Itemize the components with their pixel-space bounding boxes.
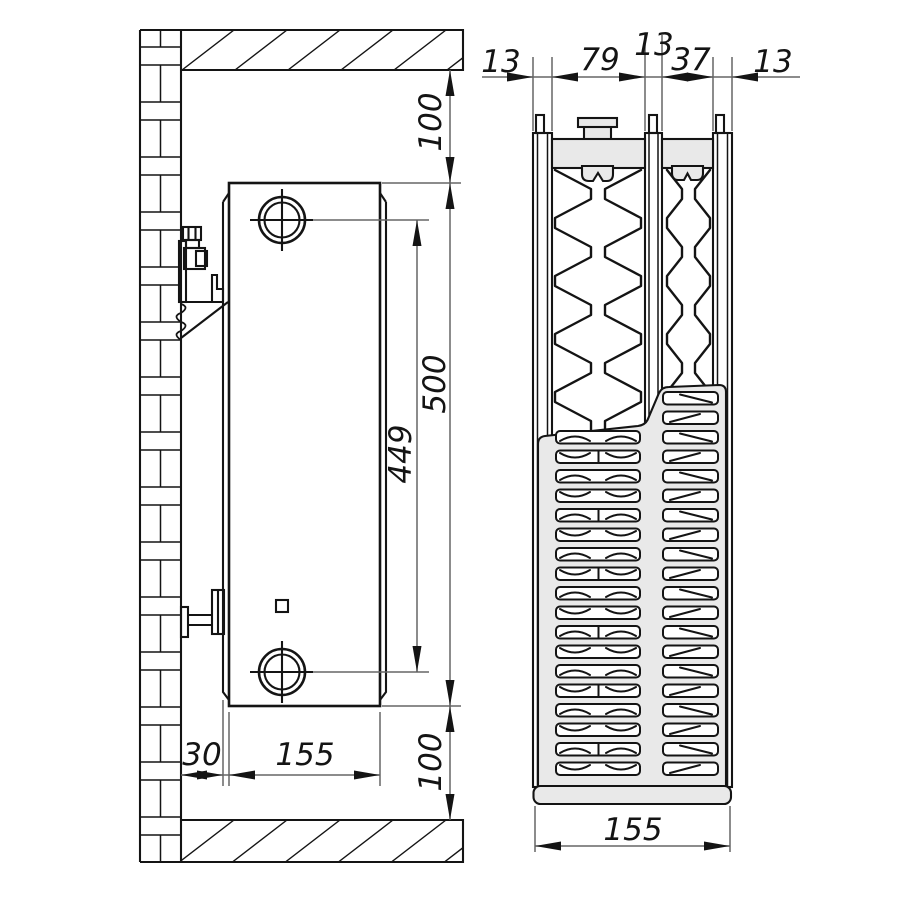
ceiling-hatch (129, 30, 499, 70)
dim-fin-channel-1: 79 (580, 42, 620, 78)
radiator-rear-front-caps (223, 193, 386, 700)
dim-fin-channel-2: 37 (671, 42, 711, 78)
dim-height: 500 (417, 354, 453, 414)
dim-panel-1: 13 (481, 44, 521, 80)
radiator-cross-section (533, 115, 732, 804)
radiator-body-outline (229, 183, 380, 706)
header-tongue-2 (672, 166, 703, 180)
dim-panel-2: 13 (634, 27, 674, 63)
drain-plug-square (276, 600, 288, 612)
upper-wall-bracket (177, 227, 229, 340)
dim-ceiling-clearance: 100 (413, 92, 449, 152)
dim-panel-3: 13 (753, 44, 793, 80)
top-port (250, 189, 313, 251)
dim-floor-clearance: 100 (413, 732, 449, 792)
dim-wall-gap: 30 (182, 737, 222, 773)
dim-depth: 155 (275, 737, 335, 773)
bottom-port (250, 641, 313, 703)
dim-port-spacing: 449 (383, 424, 419, 484)
dim-total-depth: 155 (603, 812, 663, 848)
brick-wall-hatch (140, 30, 181, 862)
header-tongue-1 (582, 166, 613, 181)
floor-hatch (126, 820, 499, 862)
header-channel-1 (552, 139, 645, 168)
lower-wall-bracket (181, 590, 224, 637)
filler-plug (578, 118, 617, 140)
radiator-side-view (177, 183, 387, 706)
header-channel-2 (662, 139, 713, 168)
bottom-base-bar (534, 786, 732, 804)
